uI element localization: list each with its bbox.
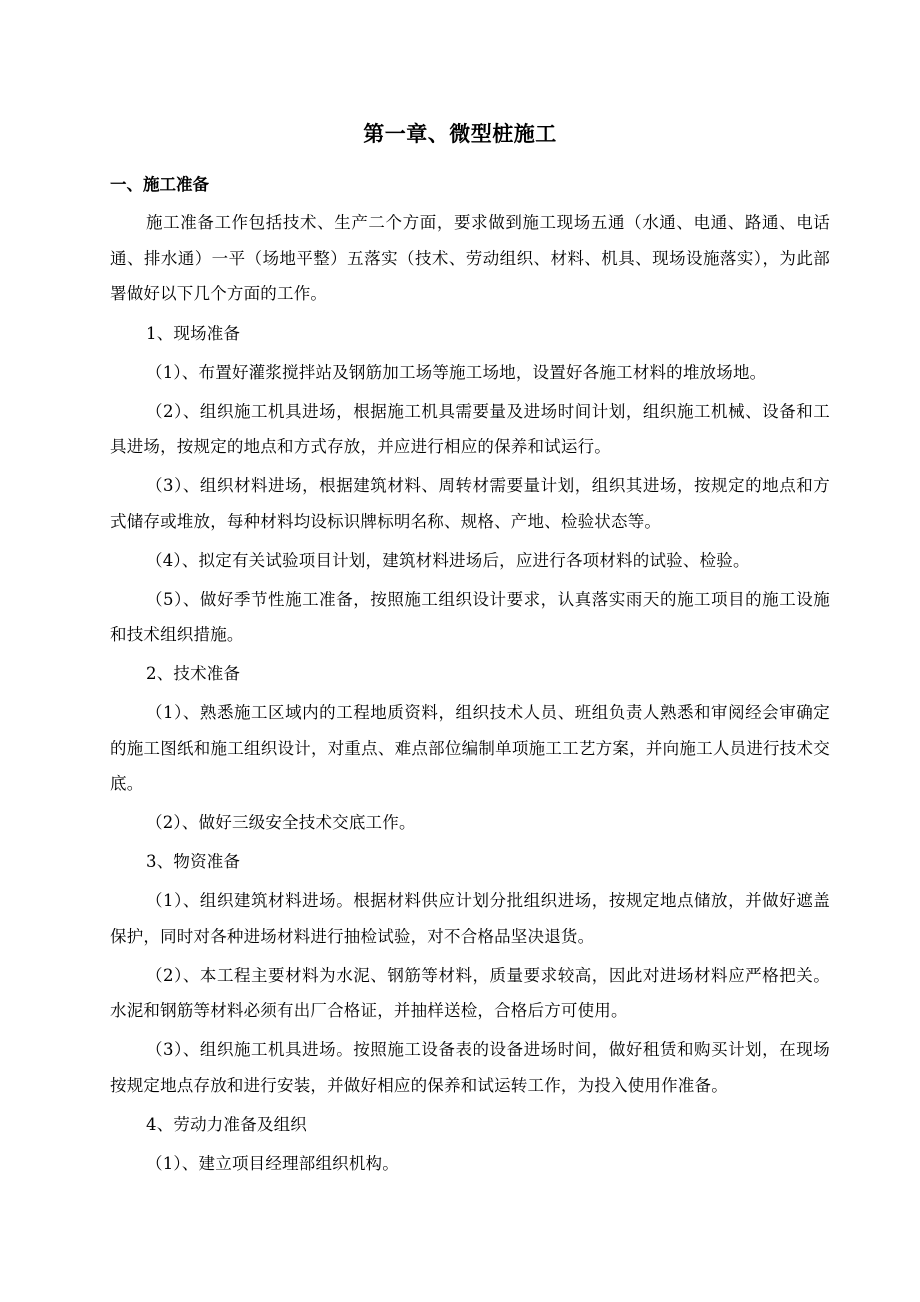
subheading-labor-preparation: 4、劳动力准备及组织 (146, 1114, 307, 1134)
intro-paragraph: 施工准备工作包括技术、生产二个方面，要求做到施工现场五通（水通、电通、路通、电话通、排水通）一平（场地平整）五落实（技术、劳动组织、材料、机具、现场设施落实），为此部署做好以下几个方面的工作。 (110, 213, 830, 303)
paragraph: （3）、组织材料进场，根据建筑材料、周转材需要量计划，组织其进场，按规定的地点和方式储存或堆放，每种材料均设标识牌标明名称、规格、产地、检验状态等。 (110, 476, 830, 531)
paragraph: （1）、布置好灌浆搅拌站及钢筋加工场等施工场地，设置好各施工材料的堆放场地。 (146, 362, 767, 382)
paragraph: （2）、组织施工机具进场，根据施工机具需要量及进场时间计划，组织施工机械、设备和工具进场，按规定的地点和方式存放，并应进行相应的保养和试运行。 (110, 401, 830, 456)
section-heading: 一、施工准备 (110, 175, 209, 194)
paragraph: （4）、拟定有关试验项目计划，建筑材料进场后，应进行各项材料的试验、检验。 (146, 550, 750, 570)
paragraph: （1）、建立项目经理部组织机构。 (146, 1153, 399, 1173)
paragraph: （1）、熟悉施工区域内的工程地质资料，组织技术人员、班组负责人熟悉和审阅经会审确定的施工图纸和施工组织设计，对重点、难点部位编制单项施工工艺方案，并向施工人员进行技术交底。 (110, 703, 830, 793)
subheading-technical-preparation: 2、技术准备 (146, 664, 241, 683)
subheading-material-preparation: 3、物资准备 (146, 852, 241, 871)
chapter-title: 第一章、微型桩施工 (363, 121, 557, 146)
paragraph: （2）、本工程主要材料为水泥、钢筋等材料，质量要求较高，因此对进场材料应严格把关。水泥和钢筋等材料必须有出厂合格证，并抽样送检，合格后方可使用。 (110, 965, 830, 1020)
paragraph: （2）、做好三级安全技术交底工作。 (146, 813, 416, 832)
paragraph: （1）、组织建筑材料进场。根据材料供应计划分批组织进场，按规定地点储放，并做好遮盖保护，同时对各种进场材料进行抽检试验，对不合格品坚决退货。 (110, 891, 830, 946)
paragraph: （5）、做好季节性施工准备，按照施工组织设计要求，认真落实雨天的施工项目的施工设施和技术组织措施。 (110, 589, 830, 644)
paragraph: （3）、组织施工机具进场。按照施工设备表的设备进场时间，做好租赁和购买计划，在现场按规定地点存放和进行安装，并做好相应的保养和试运转工作，为投入使用作准备。 (110, 1040, 830, 1095)
subheading-site-preparation: 1、现场准备 (146, 323, 241, 343)
document-body (110, 205, 830, 1185)
